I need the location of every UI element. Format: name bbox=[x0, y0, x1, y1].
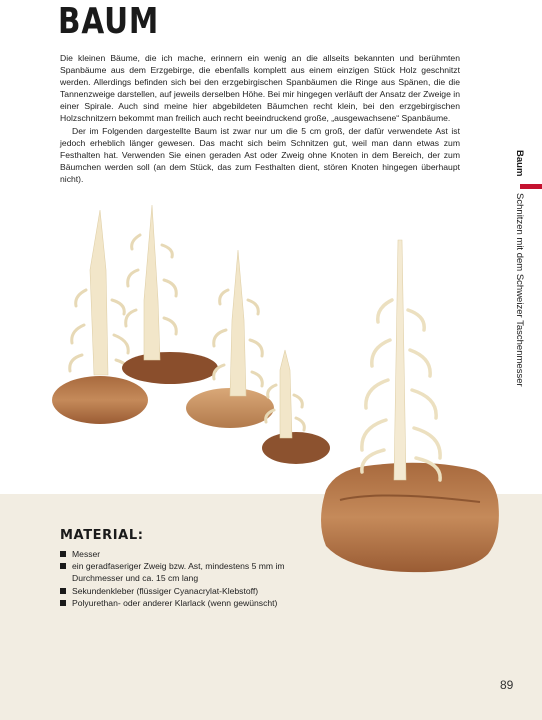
paragraph-2: Der im Folgenden dargestellte Baum ist zwar nur um die 5 cm groß, der dafür verwendete Ast ist jedoch erheblich länger gewesen. Das macht sich beim Schnitzen gut, weil man dann etwas zum Festhalten hat. Verwenden Sie einen geraden Ast oder Zweig ohne Knoten in dem Bereich, der zum Bäumchen werden soll (an dem Stück, das zum Festhalten dient, stören Knoten hingegen überhaupt nicht). bbox=[60, 125, 460, 184]
tree-large-foreground bbox=[321, 240, 499, 572]
material-item: Sekundenkleber (flüssiger Cyanacrylat-Klebstoff) bbox=[60, 585, 320, 597]
side-tab-chapter: Baum bbox=[514, 150, 525, 177]
material-item: ein geradfaseriger Zweig bzw. Ast, mindestens 5 mm im Durchmesser und ca. 15 cm lang bbox=[60, 560, 320, 584]
tree-back-left bbox=[122, 205, 218, 384]
body-text bbox=[60, 52, 460, 185]
side-tab-book-title: Schnitzen mit dem Schweizer Taschenmesser bbox=[514, 193, 525, 387]
page-number: 89 bbox=[500, 678, 514, 692]
bullet-square-icon bbox=[60, 600, 66, 606]
material-list bbox=[60, 548, 320, 609]
bullet-square-icon bbox=[60, 588, 66, 594]
bullet-square-icon bbox=[60, 563, 66, 569]
material-item: Messer bbox=[60, 548, 320, 560]
material-heading: MATERIAL: bbox=[60, 528, 144, 543]
bullet-square-icon bbox=[60, 551, 66, 557]
paragraph-1: Die kleinen Bäume, die ich mache, erinnern ein wenig an die allseits bekannten und berühmten Spanbäume aus dem Erzgebirge, die ebenfalls komplett aus einem einzigen Stück Holz geschnitzt werden. Allerdings befinden sich bei den erzgebirgischen Spanbäumen die Ringe aus Spänen, die die Tannenzweige darstellen, auf jeweils derselben Höhe. Bei mir hingegen verläuft der Ansatz der Zweige in einer Spirale. Auch sind meine hier abgebildeten Bäumchen recht klein, bei den erzgebirgischen Holzschnitzern bekommt man freilich auch recht beeindruckend große, „ausgewachsene“ Spanbäume. bbox=[60, 53, 460, 124]
material-item: Polyurethan- oder anderer Klarlack (wenn gewünscht) bbox=[60, 597, 320, 609]
page-title: BAUM bbox=[58, 1, 160, 42]
chapter-marker-bar bbox=[520, 184, 542, 189]
tree-middle bbox=[186, 250, 274, 428]
